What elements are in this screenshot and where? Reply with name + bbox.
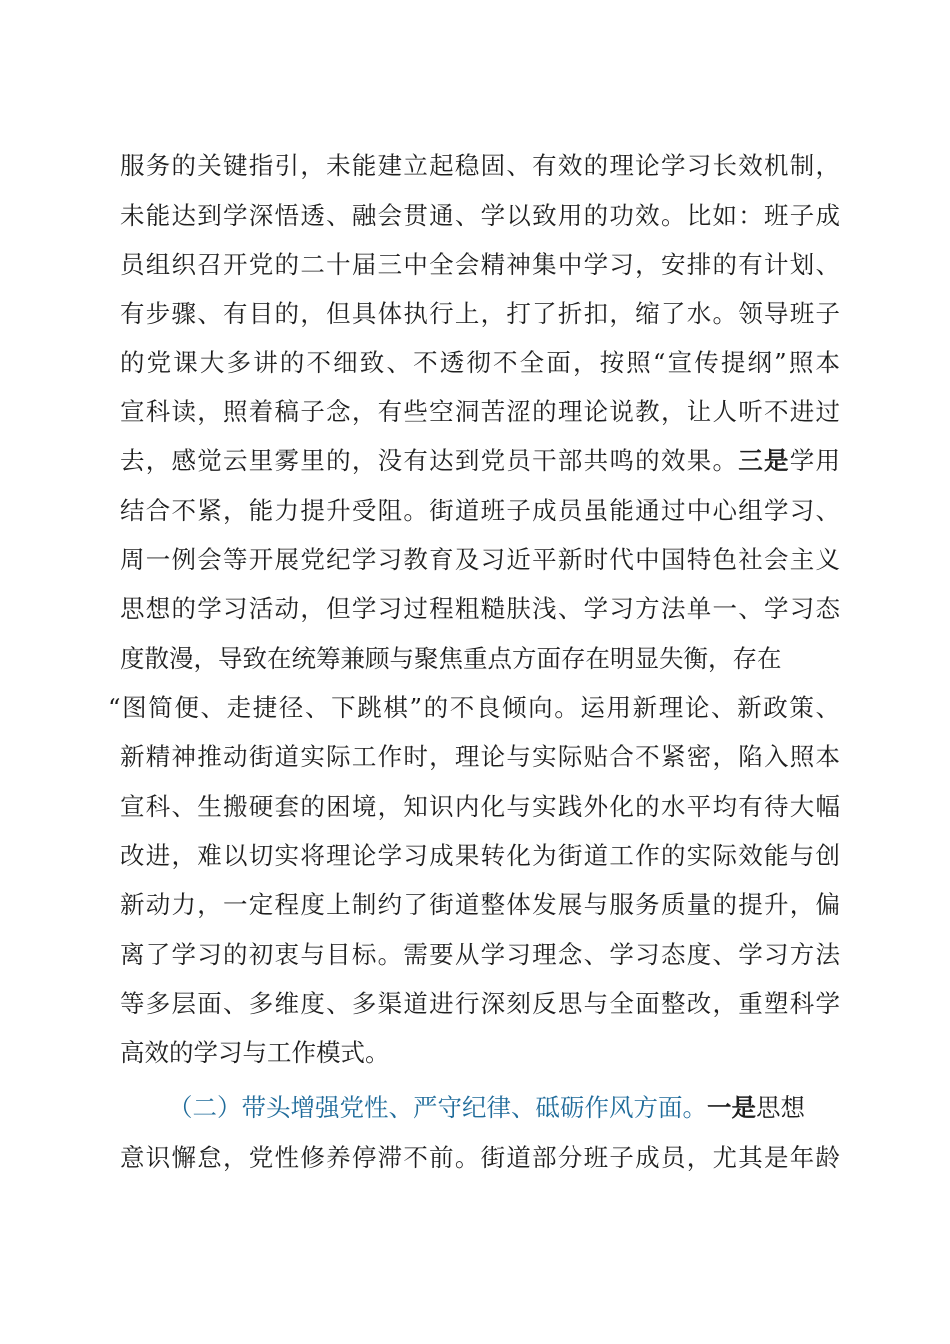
- bold-marker-one: 一是: [707, 1093, 756, 1122]
- text-line-4: 有步骤、有目的，但具体执行上，打了折扣，缩了水。领导班子: [120, 299, 840, 328]
- text-line-9: 周一例会等开展党纪学习教育及习近平新时代中国特色社会主义: [120, 545, 840, 574]
- text-line-14: 宣科、生搬硬套的困境，知识内化与实践外化的水平均有待大幅: [120, 792, 840, 821]
- text-line-10: 思想的学习活动，但学习过程粗糙肤浅、学习方法单一、学习态: [120, 594, 840, 623]
- text-line-17: 离了学习的初衷与目标。需要从学习理念、学习态度、学习方法: [120, 940, 840, 969]
- text-line-5: 的党课大多讲的不细致、不透彻不全面，按照“宣传提纲”照本: [120, 348, 840, 377]
- text-line-7-after: 学用: [789, 446, 841, 475]
- text-line-8: 结合不紧，能力提升受阻。街道班子成员虽能通过中心组学习、: [120, 496, 840, 525]
- section-first-rest: 思想: [756, 1093, 805, 1122]
- text-line-7-before: 去，感觉云里雾里的，没有达到党员干部共鸣的效果。: [120, 446, 739, 475]
- text-line-3: 员组织召开党的二十届三中全会精神集中学习，安排的有计划、: [120, 250, 840, 279]
- text-line-1: 服务的关键指引，未能建立起稳固、有效的理论学习长效机制，: [120, 151, 840, 180]
- text-line-21: 意识懈怠，党性修养停滞不前。街道部分班子成员，尤其是年龄: [120, 1143, 840, 1172]
- text-line-13: 新精神推动街道实际工作时，理论与实际贴合不紧密，陷入照本: [120, 742, 840, 771]
- text-line-18: 等多层面、多维度、多渠道进行深刻反思与全面整改，重塑科学: [120, 989, 840, 1018]
- text-line-12: “图简便、走捷径、下跳棋”的不良倾向。运用新理论、新政策、: [108, 693, 840, 722]
- text-line-15: 改进，难以切实将理论学习成果转化为街道工作的实际效能与创: [120, 841, 840, 870]
- text-line-19: 高效的学习与工作模式。: [120, 1038, 390, 1067]
- text-line-7: [120, 436, 840, 486]
- text-line-6: 宣科读，照着稿子念，有些空洞苦涩的理论说教，让人听不进过: [120, 397, 840, 426]
- section-heading: （二）带头增强党性、严守纪律、砥砺作风方面。: [168, 1093, 707, 1122]
- bold-marker-three: 三是: [738, 446, 790, 475]
- text-line-16: 新动力，一定程度上制约了街道整体发展与服务质量的提升，偏: [120, 890, 840, 919]
- text-line-2: 未能达到学深悟透、融会贯通、学以致用的功效。比如：班子成: [120, 201, 840, 230]
- text-line-11: 度散漫，导致在统筹兼顾与聚焦重点方面存在明显失衡，存在: [120, 644, 782, 673]
- section-heading-line: [168, 1083, 840, 1133]
